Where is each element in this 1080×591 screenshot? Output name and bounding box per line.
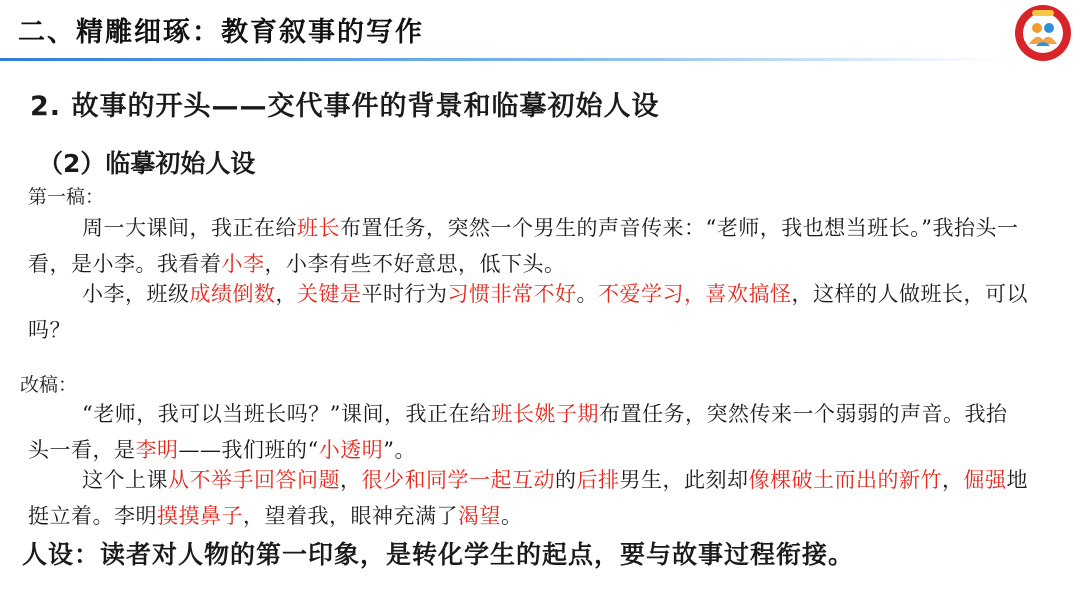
text-run: “老师，我可以当班长吗？”课间，我正在给 [82, 402, 492, 426]
text-run: 周一大课间，我正在给 [82, 216, 297, 240]
header-divider [0, 58, 1000, 61]
school-logo-icon [1014, 4, 1072, 62]
highlighted-phrase: 关键是 [297, 282, 362, 306]
highlighted-phrase: 很少和同学一起互动 [361, 468, 555, 492]
highlighted-phrase: 后排 [576, 468, 620, 492]
highlighted-phrase: 成绩倒数 [189, 282, 276, 306]
text-run: 这个上课 [82, 468, 168, 492]
highlighted-phrase: 小透明 [318, 438, 384, 462]
first-draft-paragraph-2 [28, 276, 1028, 348]
revised-draft-paragraph-2 [28, 462, 1028, 534]
text-run: ，小李有些不好意思，低下头。 [264, 252, 566, 276]
slide-title: 二、精雕细琢：教育叙事的写作 [18, 17, 424, 48]
revised-draft-label: 改稿： [20, 374, 78, 396]
highlighted-phrase: 倔强 [963, 468, 1007, 492]
highlighted-phrase: 李明 [135, 438, 179, 462]
highlighted-phrase: 不爱学习，喜欢搞怪 [598, 282, 792, 306]
text-run: 小李，班级 [82, 282, 190, 306]
revised-draft-paragraph-1 [28, 396, 1028, 468]
text-run: 。 [576, 282, 598, 306]
text-run: 的 [555, 468, 577, 492]
highlighted-phrase: 小李 [221, 252, 265, 276]
highlighted-phrase: 渴望 [458, 504, 501, 528]
text-run: ， [942, 468, 964, 492]
highlighted-phrase: 像棵破土而出的新竹 [748, 468, 942, 492]
highlighted-phrase: 习惯非常不好 [447, 282, 577, 306]
text-run: 地挺立着。李明 [28, 468, 1028, 528]
text-run: 布置任务，突然传来一个弱弱的声音。我抬头一看，是 [28, 402, 1008, 462]
text-run: ——我们班的“ [178, 438, 319, 462]
sub-heading: （2）临摹初始人设 [38, 149, 256, 178]
text-run: ，这样的人做班长，可以吗？ [28, 282, 1028, 342]
first-draft-paragraph-1 [28, 210, 1028, 282]
first-draft-label: 第一稿： [28, 186, 105, 208]
highlighted-phrase: 班长姚子期 [491, 402, 599, 426]
section-heading: 2. 故事的开头——交代事件的背景和临摹初始人设 [30, 91, 660, 122]
text-run: ，望着我，眼神充满了 [243, 504, 458, 528]
highlighted-phrase: 摸摸鼻子 [157, 504, 243, 528]
text-run: 平时行为 [361, 282, 448, 306]
highlighted-phrase: 从不举手回答问题 [168, 468, 340, 492]
text-run: 。 [501, 504, 523, 528]
text-run: ”。 [383, 438, 416, 462]
summary-statement: 人设：读者对人物的第一印象，是转化学生的起点，要与故事过程衔接。 [22, 540, 855, 569]
text-run: ， [275, 282, 297, 306]
text-run: 男生，此刻却 [619, 468, 749, 492]
text-run: ， [340, 468, 362, 492]
text-run: 布置任务，突然一个男生的声音传来：“老师，我也想当班长。”我抬头一看，是小李。我看着 [28, 216, 1019, 276]
highlighted-phrase: 班长 [297, 216, 340, 240]
